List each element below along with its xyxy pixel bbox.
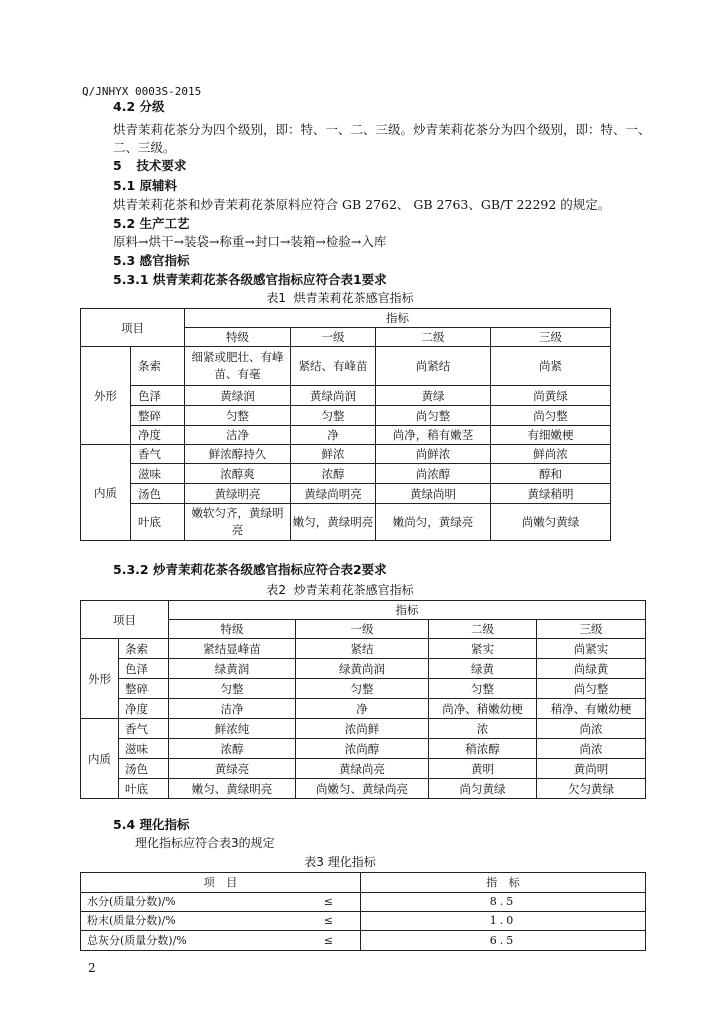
table-1-item-label: 整碎 [131,406,185,426]
section-5-2-title: 5.2 生产工艺 [113,216,190,231]
table-row [81,504,611,541]
section-5-2-text: 原料→烘干→装袋→称重→封口→装箱→检验→入库 [113,234,387,249]
table-1-item-label: 香气 [131,445,185,464]
table-1-body [81,309,611,541]
table-1-item-header: 项目 [81,309,185,347]
table-row [81,759,646,779]
table-1-cell: 匀整 [291,406,376,426]
table-2-cell: 嫩匀、黄绿明亮 [169,779,296,799]
table-2-cell: 浓醇 [169,739,296,759]
table-row [81,426,611,445]
table-1-cell: 黄绿尚明亮 [291,484,376,504]
table-row [81,347,611,386]
table-row [81,386,611,406]
table-2-item-label: 净度 [119,699,169,719]
table-1-caption: 表1 烘青茉莉花茶感官指标 [266,291,414,305]
table-2-cell: 匀整 [169,679,296,699]
table-1-item-label: 条索 [131,347,185,386]
section-5-1-text: 烘青茉莉花茶和炒青茉莉花茶原料应符合 GB 2762、 GB 2763、GB/T 22292 的规定。 [113,197,611,212]
table-3-item-header: 项 目 [81,873,361,893]
table-1-cell: 尚嫩匀黄绿 [491,504,611,541]
table-1-grade-header: 特级 [185,328,291,347]
table-1-cell: 黄绿 [376,386,491,406]
table-row [81,719,646,739]
table-2-cell: 紧结显峰苗 [169,639,296,659]
table-row [81,659,646,679]
table-2-cell: 黄绿尚亮 [296,759,429,779]
table-3-value: 6.5 [361,931,646,951]
table-2-item-label: 汤色 [119,759,169,779]
table-row [81,779,646,799]
table-2-grade-header: 二级 [429,620,537,639]
table-3-value: 1.0 [361,912,646,931]
table-1-cell: 紧结、有峰苗 [291,347,376,386]
section-5-3-1-title: 5.3.1 烘青茉莉花茶各级感官指标应符合表1要求 [113,272,387,287]
table-3-body [81,873,646,951]
section-4-2-text: 烘青茉莉花茶分为四个级别，即：特、一、二、三级。炒青茉莉花茶分为四个级别，即：特、一、二、三级。 [113,122,651,155]
table-2-cell: 尚紧实 [537,639,646,659]
table-3-item-label: 水分(质量分数)/% [87,895,176,908]
section-5-4-text: 理化指标应符合表3的规定 [135,836,275,850]
table-2-item-label: 叶底 [119,779,169,799]
table-row [81,445,611,464]
table-2-cell: 紧实 [429,639,537,659]
table-3-header-row [81,873,646,893]
table-2-item-label: 整碎 [119,679,169,699]
table-1-cell: 尚鲜浓 [376,445,491,464]
table-1-cell: 醇和 [491,464,611,484]
table-2-cell: 洁净 [169,699,296,719]
table-2-item-label: 色泽 [119,659,169,679]
table-1-item-label: 汤色 [131,484,185,504]
table-2-item-label: 条索 [119,639,169,659]
table-1-cell: 匀整 [185,406,291,426]
section-5-1-title: 5.1 原辅料 [113,178,177,193]
table-2-group-label: 内质 [81,719,119,799]
table-1-cell: 鲜浓醇持久 [185,445,291,464]
table-3-item-cell [81,931,361,951]
table-row [81,893,646,912]
table-1-baked-jasmine-tea-sensory [80,308,611,541]
table-1-cell: 尚匀整 [376,406,491,426]
table-row [81,679,646,699]
table-1-cell: 有细嫩梗 [491,426,611,445]
table-2-cell: 黄绿亮 [169,759,296,779]
table-2-cell: 尚浓 [537,719,646,739]
table-1-grade-header: 一级 [291,328,376,347]
table-1-cell: 黄绿润 [185,386,291,406]
less-or-equal-sign: ≤ [323,914,333,927]
table-1-cell: 洁净 [185,426,291,445]
table-2-item-label: 滋味 [119,739,169,759]
table-1-cell: 浓醇爽 [185,464,291,484]
table-row [81,739,646,759]
table-row [81,912,646,931]
document-code: Q/JNHYX 0003S-2015 [82,85,202,98]
table-3-item-label: 总灰分(质量分数)/% [87,933,187,947]
table-2-cell: 浓尚醇 [296,739,429,759]
table-3-item-cell [81,893,361,912]
table-1-cell: 黄绿明亮 [185,484,291,504]
table-row [81,464,611,484]
table-2-cell: 净 [296,699,429,719]
section-5-title: 5 技术要求 [113,158,187,173]
table-2-cell: 绿黄润 [169,659,296,679]
table-2-roasted-jasmine-tea-sensory [80,600,646,799]
table-2-cell: 鲜浓纯 [169,719,296,739]
table-1-cell: 黄绿稍明 [491,484,611,504]
table-1-cell: 浓醇 [291,464,376,484]
table-row [81,639,646,659]
table-2-grade-header: 特级 [169,620,296,639]
table-2-cell: 浓尚鲜 [296,719,429,739]
table-3-item-label: 粉末(质量分数)/% [87,914,176,927]
table-1-cell: 尚浓醇 [376,464,491,484]
table-2-caption: 表2 炒青茉莉花茶感官指标 [266,583,414,597]
table-1-cell [185,504,291,541]
table-1-cell-text: 嫩软匀齐，黄绿明亮 [191,506,284,537]
table-1-cell: 尚匀整 [491,406,611,426]
table-1-group-label: 外形 [81,347,131,445]
table-2-grade-header: 一级 [296,620,429,639]
table-1-group-label: 内质 [81,445,131,541]
table-2-cell: 尚净、稍嫩幼梗 [429,699,537,719]
table-1-cell [185,347,291,386]
table-1-cell: 净 [291,426,376,445]
table-1-cell: 黄绿尚明 [376,484,491,504]
table-2-group-label: 外形 [81,639,119,719]
table-3-item-cell [81,912,361,931]
table-2-cell: 黄明 [429,759,537,779]
table-1-cell: 尚黄绿 [491,386,611,406]
table-1-cell: 尚紧 [491,347,611,386]
table-1-item-label: 滋味 [131,464,185,484]
less-or-equal-sign: ≤ [323,933,333,947]
table-2-cell: 稍净、有嫩幼梗 [537,699,646,719]
table-2-cell: 绿黄 [429,659,537,679]
table-1-header-row [81,309,611,328]
table-1-item-label: 净度 [131,426,185,445]
table-2-cell: 稍浓醇 [429,739,537,759]
table-2-cell: 欠匀黄绿 [537,779,646,799]
table-2-cell: 紧结 [296,639,429,659]
table-2-cell: 浓 [429,719,537,739]
table-2-body [81,601,646,799]
table-1-cell: 嫩尚匀，黄绿亮 [376,504,491,541]
table-1-grade-header: 三级 [491,328,611,347]
table-row [81,931,646,951]
table-1-cell: 尚净，稍有嫩茎 [376,426,491,445]
table-1-cell: 尚紧结 [376,347,491,386]
table-1-item-label: 色泽 [131,386,185,406]
section-5-3-title: 5.3 感官指标 [113,253,190,268]
table-2-cell: 尚匀整 [537,679,646,699]
table-1-grade-header: 二级 [376,328,491,347]
table-2-cell: 匀整 [296,679,429,699]
page-number: 2 [88,961,96,975]
table-1-cell: 鲜尚浓 [491,445,611,464]
table-1-cell: 嫩匀，黄绿明亮 [291,504,376,541]
table-2-item-header: 项目 [81,601,169,639]
table-2-index-header: 指标 [169,601,646,620]
table-2-cell: 尚匀黄绿 [429,779,537,799]
table-2-item-label: 香气 [119,719,169,739]
table-1-item-label: 叶底 [131,504,185,541]
table-1-cell: 鲜浓 [291,445,376,464]
table-2-cell: 黄尚明 [537,759,646,779]
table-3-caption: 表3 理化指标 [304,855,376,869]
table-2-header-row [81,601,646,620]
table-row [81,699,646,719]
less-or-equal-sign: ≤ [323,895,333,908]
table-row [81,406,611,426]
table-1-index-header: 指标 [185,309,611,328]
table-3-value: 8.5 [361,893,646,912]
table-2-cell: 尚绿黄 [537,659,646,679]
table-2-cell: 匀整 [429,679,537,699]
section-5-3-2-title: 5.3.2 炒青茉莉花茶各级感官指标应符合表2要求 [113,562,387,577]
table-1-cell-text: 细紧或肥壮、有峰苗、有毫 [191,350,284,381]
table-row [81,484,611,504]
section-4-2-title: 4.2 分级 [113,99,165,114]
table-2-cell: 尚嫩匀、黄绿尚亮 [296,779,429,799]
table-2-grade-header: 三级 [537,620,646,639]
section-5-4-title: 5.4 理化指标 [113,817,190,832]
table-3-index-header: 指 标 [361,873,646,893]
table-1-cell: 黄绿尚润 [291,386,376,406]
table-2-cell: 尚浓 [537,739,646,759]
table-3-physicochemical-indicators [80,872,646,951]
table-2-cell: 绿黄尚润 [296,659,429,679]
